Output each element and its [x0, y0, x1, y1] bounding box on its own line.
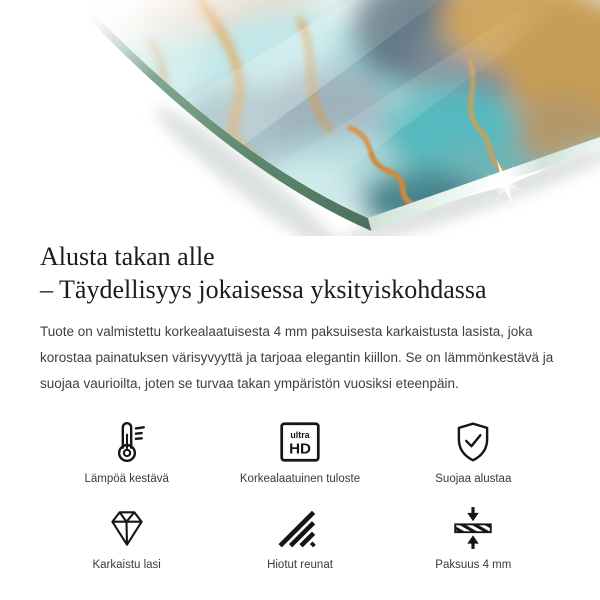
- feature-label: Lämpöä kestävä: [84, 473, 169, 485]
- thickness-icon: [450, 505, 496, 551]
- feature-heat-resistant: [40, 419, 213, 485]
- white-fade-overlay: [0, 0, 600, 236]
- ultra-hd-icon: [277, 419, 323, 465]
- thermometer-icon: [104, 419, 150, 465]
- description: Tuote on valmistettu korkealaatuisesta 4 mm paksuisesta karkaistusta lasista, joka korostaa painatuksen värisyvyyttä ja tarjoaa elegantin kiillon. Se on lämmönkestävä ja suojaa vaurioilta, joten se turvaa takan ympäristön vuosiksi eteenpäin.: [40, 324, 554, 391]
- content-area: [0, 240, 600, 571]
- feature-thickness: [387, 505, 560, 571]
- shield-check-icon: [450, 419, 496, 465]
- feature-label: Suojaa alustaa: [435, 473, 512, 485]
- features-grid: [40, 419, 560, 571]
- diamond-icon: [104, 505, 150, 551]
- page-title: [40, 240, 560, 306]
- page-title-line2: – Täydellisyys jokaisessa yksityiskohdassa: [40, 275, 487, 304]
- ultra-hd-icon-text-top: ultra: [290, 429, 310, 440]
- ultra-hd-icon-text-bottom: HD: [289, 440, 311, 458]
- feature-label: Hiotut reunat: [267, 559, 333, 571]
- feature-polished-edges: [213, 505, 386, 571]
- hero-image: [0, 0, 600, 236]
- feature-high-quality-print: [213, 419, 386, 485]
- feature-protects-surface: [387, 419, 560, 485]
- glass-panel-illustration: [0, 0, 600, 236]
- feature-label: Karkaistu lasi: [92, 559, 161, 571]
- feature-label: Korkealaatuinen tuloste: [239, 473, 361, 485]
- polished-edges-icon: [277, 505, 323, 551]
- feature-label: Paksuus 4 mm: [435, 559, 512, 571]
- page-title-line1: Alusta takan alle: [40, 242, 215, 271]
- feature-tempered-glass: [40, 505, 213, 571]
